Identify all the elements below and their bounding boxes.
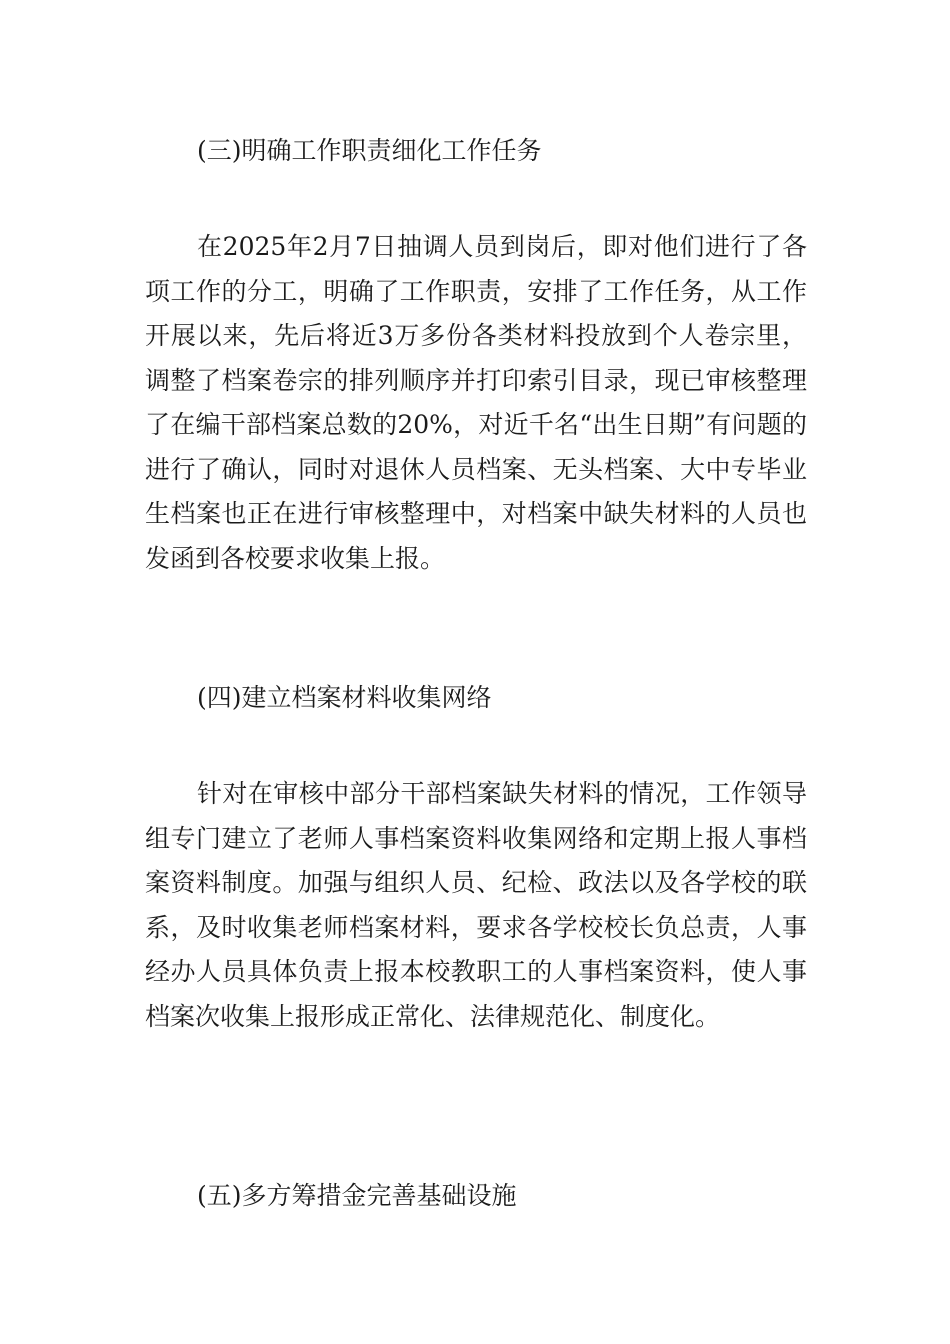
section-heading-5: (五)多方筹措金完善基础设施 bbox=[197, 1181, 517, 1210]
section-paragraph-3: 在2025年2月7日抽调人员到岗后，即对他们进行了各项工作的分工，明确了工作职责，安排了工作任务，从工作开展以来，先后将近3万多份各类材料投放到个人卷宗里，调整了档案卷宗的排列顺序并打印索引目录，现已审核整理了在编干部档案总数的20%，对近千名“出生日期”有问题的进行了确认，同时对退休人员档案、无头档案、大中专毕业生档案也正在进行审核整理中，对档案中缺失材料的人员也发函到各校要求收集上报。 bbox=[145, 232, 807, 573]
section-heading-4: (四)建立档案材料收集网络 bbox=[197, 683, 492, 712]
section-heading-3: (三)明确工作职责细化工作任务 bbox=[197, 136, 542, 165]
section-paragraph-4: 针对在审核中部分干部档案缺失材料的情况，工作领导组专门建立了老师人事档案资料收集网络和定期上报人事档案资料制度。加强与组织人员、纪检、政法以及各学校的联系，及时收集老师档案材料，要求各学校校长负总责，人事经办人员具体负责上报本校教职工的人事档案资料，使人事档案次收集上报形成正常化、法律规范化、制度化。 bbox=[145, 779, 807, 1031]
